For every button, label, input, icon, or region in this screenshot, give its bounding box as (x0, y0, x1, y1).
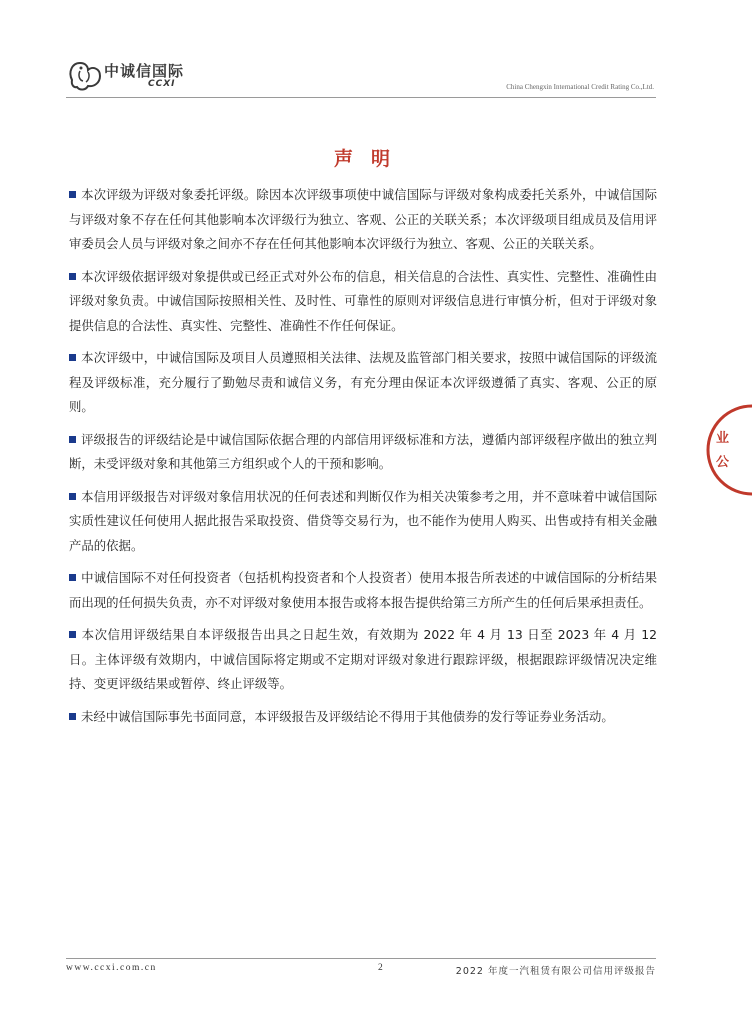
paragraph-text: 本次评级依据评级对象提供或已经正式对外公布的信息，相关信息的合法性、真实性、完整性、准确性由评级对象负责。中诚信国际按照相关性、及时性、可靠性的原则对评级信息进行审慎分析，但对于评级对象提供信息的合法性、真实性、完整性、准确性不作任何保证。 (69, 268, 657, 333)
declaration-paragraph (69, 346, 657, 420)
declaration-body (69, 183, 657, 737)
declaration-paragraph (69, 428, 657, 477)
square-bullet-icon (69, 273, 76, 280)
square-bullet-icon (69, 574, 76, 581)
footer-website: www.ccxi.com.cn (66, 963, 157, 973)
square-bullet-icon (69, 713, 76, 720)
declaration-paragraph (69, 183, 657, 257)
paragraph-text: 评级报告的评级结论是中诚信国际依据合理的内部信用评级标准和方法，遵循内部评级程序做出的独立判断，未受评级对象和其他第三方组织或个人的干预和影响。 (69, 431, 657, 471)
paragraph-text: 本信用评级报告对评级对象信用状况的任何表述和判断仅作为相关决策参考之用，并不意味着中诚信国际实质性建议任何使用人据此报告采取投资、借贷等交易行为，也不能作为使用人购买、出售或持有相关金融产品的依据。 (69, 488, 657, 553)
paragraph-text: 本次信用评级结果自本评级报告出具之日起生效，有效期为 2022 年 4 月 13 日至 2023 年 4 月 12 日。主体评级有效期内，中诚信国际将定期或不定期对评级对象进行跟踪评级，根据跟踪评级情况决定维持、变更评级结果或暂停、终止评级等。 (69, 627, 657, 691)
logo-english-text: CCXI (148, 79, 176, 89)
elephant-logo-icon (66, 58, 106, 94)
declaration-paragraph (69, 566, 657, 615)
svg-text:业: 业 (716, 431, 730, 446)
footer-report-title: 2022 年度一汽租赁有限公司信用评级报告 (455, 966, 656, 977)
paragraph-text: 中诚信国际不对任何投资者（包括机构投资者和个人投资者）使用本报告所表述的中诚信国际的分析结果而出现的任何损失负责，亦不对评级对象使用本报告或将本报告提供给第三方所产生的任何后果承担责任。 (69, 570, 657, 610)
header-divider (66, 97, 656, 98)
paragraph-text: 本次评级中，中诚信国际及项目人员遵照相关法律、法规及监管部门相关要求，按照中诚信国际的评级流程及评级标准，充分履行了勤勉尽责和诚信义务，有充分理由保证本次评级遵循了真实、客观、公正的原则。 (69, 350, 657, 414)
declaration-paragraph (69, 265, 657, 339)
svg-text:公: 公 (716, 455, 730, 470)
company-english-name: China Chengxin International Credit Rating Co.,Ltd. (506, 83, 654, 91)
declaration-paragraph (69, 705, 657, 730)
square-bullet-icon (69, 631, 76, 638)
page-footer (66, 958, 656, 979)
square-bullet-icon (69, 436, 76, 443)
declaration-paragraph (69, 485, 657, 559)
paragraph-text: 未经中诚信国际事先书面同意，本评级报告及评级结论不得用于其他债券的发行等证券业务活动。 (81, 708, 614, 724)
page-number: 2 (378, 963, 383, 973)
square-bullet-icon (69, 354, 76, 361)
paragraph-text: 本次评级为评级对象委托评级。除因本次评级事项使中诚信国际与评级对象构成委托关系外，中诚信国际与评级对象不存在任何其他影响本次评级行为独立、客观、公正的关联关系；本次评级项目组成员及信用评审委员会人员与评级对象之间亦不存在任何其他影响本次评级行为独立、客观、公正的关联关系。 (69, 187, 657, 251)
ccxi-logo (66, 58, 196, 94)
page-title: 声明 (333, 148, 408, 170)
square-bullet-icon (69, 493, 76, 500)
page-header (66, 54, 656, 98)
declaration-paragraph (69, 623, 657, 697)
company-seal-stamp (704, 400, 752, 500)
square-bullet-icon (69, 191, 76, 198)
logo-chinese-text: 中诚信国际 (104, 62, 185, 80)
